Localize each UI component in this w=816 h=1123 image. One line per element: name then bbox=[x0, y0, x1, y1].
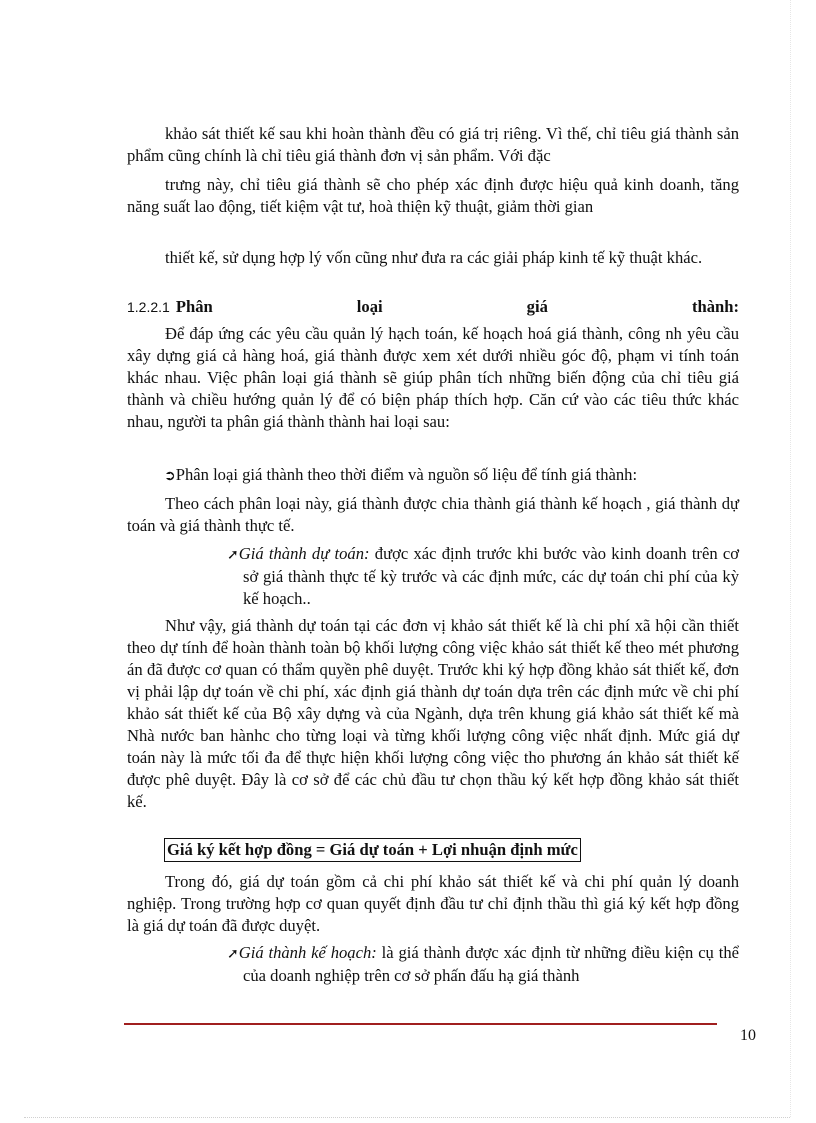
section-number: 1.2.2.1 bbox=[127, 299, 170, 315]
paragraph-6: Theo cách phân loại này, giá thành được chia thành giá thành kế hoạch , giá thành dự toán và giá thành thực tế. bbox=[127, 494, 739, 535]
term-ke-hoach: Giá thành kế hoạch: bbox=[238, 943, 377, 962]
paragraph-8: Như vậy, giá thành dự toán tại các đơn vị khảo sát thiết kế là chi phí xã hội cần thiết theo dự tính để hoàn thành toàn bộ khối lượng công việc khảo sát thiết kế theo mét phương án đã được cơ quan có thẩm quyền phê duyệt. Trước khi ký hợp đồng khảo sát thiết kế, đơn vị phải lập dự toán về chi phí, xác định giá thành dự toán dựa trên các định mức về chi phí khảo sát thiết kế của Bộ xây dựng và của Ngành, dựa trên khung giá khảo sát thiết kế mà Nhà nước ban hànhc cho từng loại và từng khối lượng công việc nhất định. Mức giá dự toán này là mức tối đa để thực hiện khối lượng công việc tho phương án khảo sát thiết kế được phê duyệt. Đây là cơ sở để các chủ đầu tư chọn thầu ký kết hợp đồng khảo sát thiết kế. bbox=[127, 616, 739, 811]
page-number: 10 bbox=[740, 1027, 756, 1044]
paragraph-4: Để đáp ứng các yêu cầu quản lý hạch toán, kế hoạch hoá giá thành, công nh yêu cầu xây dựng giá cả hàng hoá, giá thành được xem xét dưới nhiều góc độ, phạm vi tính toán khác nhau. Việc phân loại giá thành sẽ giúp phân tích những biến động của chỉ tiêu giá thành và chiều hướng quản lý để có biện pháp thích hợp. Căn cứ vào các tiêu thức khác nhau, người ta phân giá thành thành hai loại sau: bbox=[127, 324, 739, 431]
bullet-text: Phân loại giá thành theo thời điểm và nguồn số liệu để tính giá thành: bbox=[175, 465, 638, 484]
sub-text-ke-hoach: là giá thành được xác định từ những điều kiện cụ thể của doanh nghiệp trên cơ sở phấn đấu hạ giá thành bbox=[243, 943, 739, 985]
page-border-right bbox=[790, 0, 791, 1117]
term-du-toan: Giá thành dự toán: bbox=[238, 544, 370, 563]
sub-arrow-icon-2: ➚ bbox=[227, 946, 239, 962]
sub-item-du-toan bbox=[227, 543, 739, 610]
section-heading bbox=[127, 296, 739, 318]
bullet-arrow-icon: ➲ bbox=[164, 468, 176, 484]
sub-arrow-icon: ➚ bbox=[227, 547, 239, 563]
bullet-line bbox=[164, 464, 744, 487]
paragraph-2: trưng này, chỉ tiêu giá thành sẽ cho phép xác định được hiệu quả kinh doanh, tăng năng suất lao động, tiết kiệm vật tư, hoà thiện kỹ thuật, giảm thời gian bbox=[127, 175, 739, 216]
paragraph-9: Trong đó, giá dự toán gồm cả chi phí khảo sát thiết kế và chi phí quản lý doanh nghiệp. Trong trường hợp cơ quan quyết định đầu tư chỉ định thầu thì giá ký kết hợp đồng là giá dự toán đã được duyệt. bbox=[127, 872, 739, 935]
page-border-bottom bbox=[24, 1117, 790, 1118]
sub-item-ke-hoach bbox=[227, 942, 739, 987]
footer-rule bbox=[124, 1023, 717, 1025]
heading-word-4: thành: bbox=[691, 297, 739, 316]
paragraph-3: thiết kế, sử dụng hợp lý vốn cũng như đưa ra các giải pháp kinh tế kỹ thuật khác. bbox=[165, 248, 703, 267]
formula-box: Giá ký kết hợp đồng = Giá dự toán + Lợi nhuận định mức bbox=[164, 838, 581, 862]
paragraph-1: khảo sát thiết kế sau khi hoàn thành đều có giá trị riêng. Vì thế, chỉ tiêu giá thành sản phẩm cũng chính là chỉ tiêu giá thành đơn vị sản phẩm. Với đặc bbox=[127, 124, 739, 165]
sub-text-du-toan: được xác định trước khi bước vào kinh doanh trên cơ sở giá thành thực tế kỳ trước và các định mức, các dự toán chi phí của kỳ kế hoạch.. bbox=[243, 544, 739, 608]
heading-word-3: giá bbox=[526, 297, 548, 316]
heading-word-1: Phân bbox=[175, 297, 213, 316]
heading-word-2: loại bbox=[356, 297, 383, 316]
heading-first bbox=[127, 296, 213, 318]
